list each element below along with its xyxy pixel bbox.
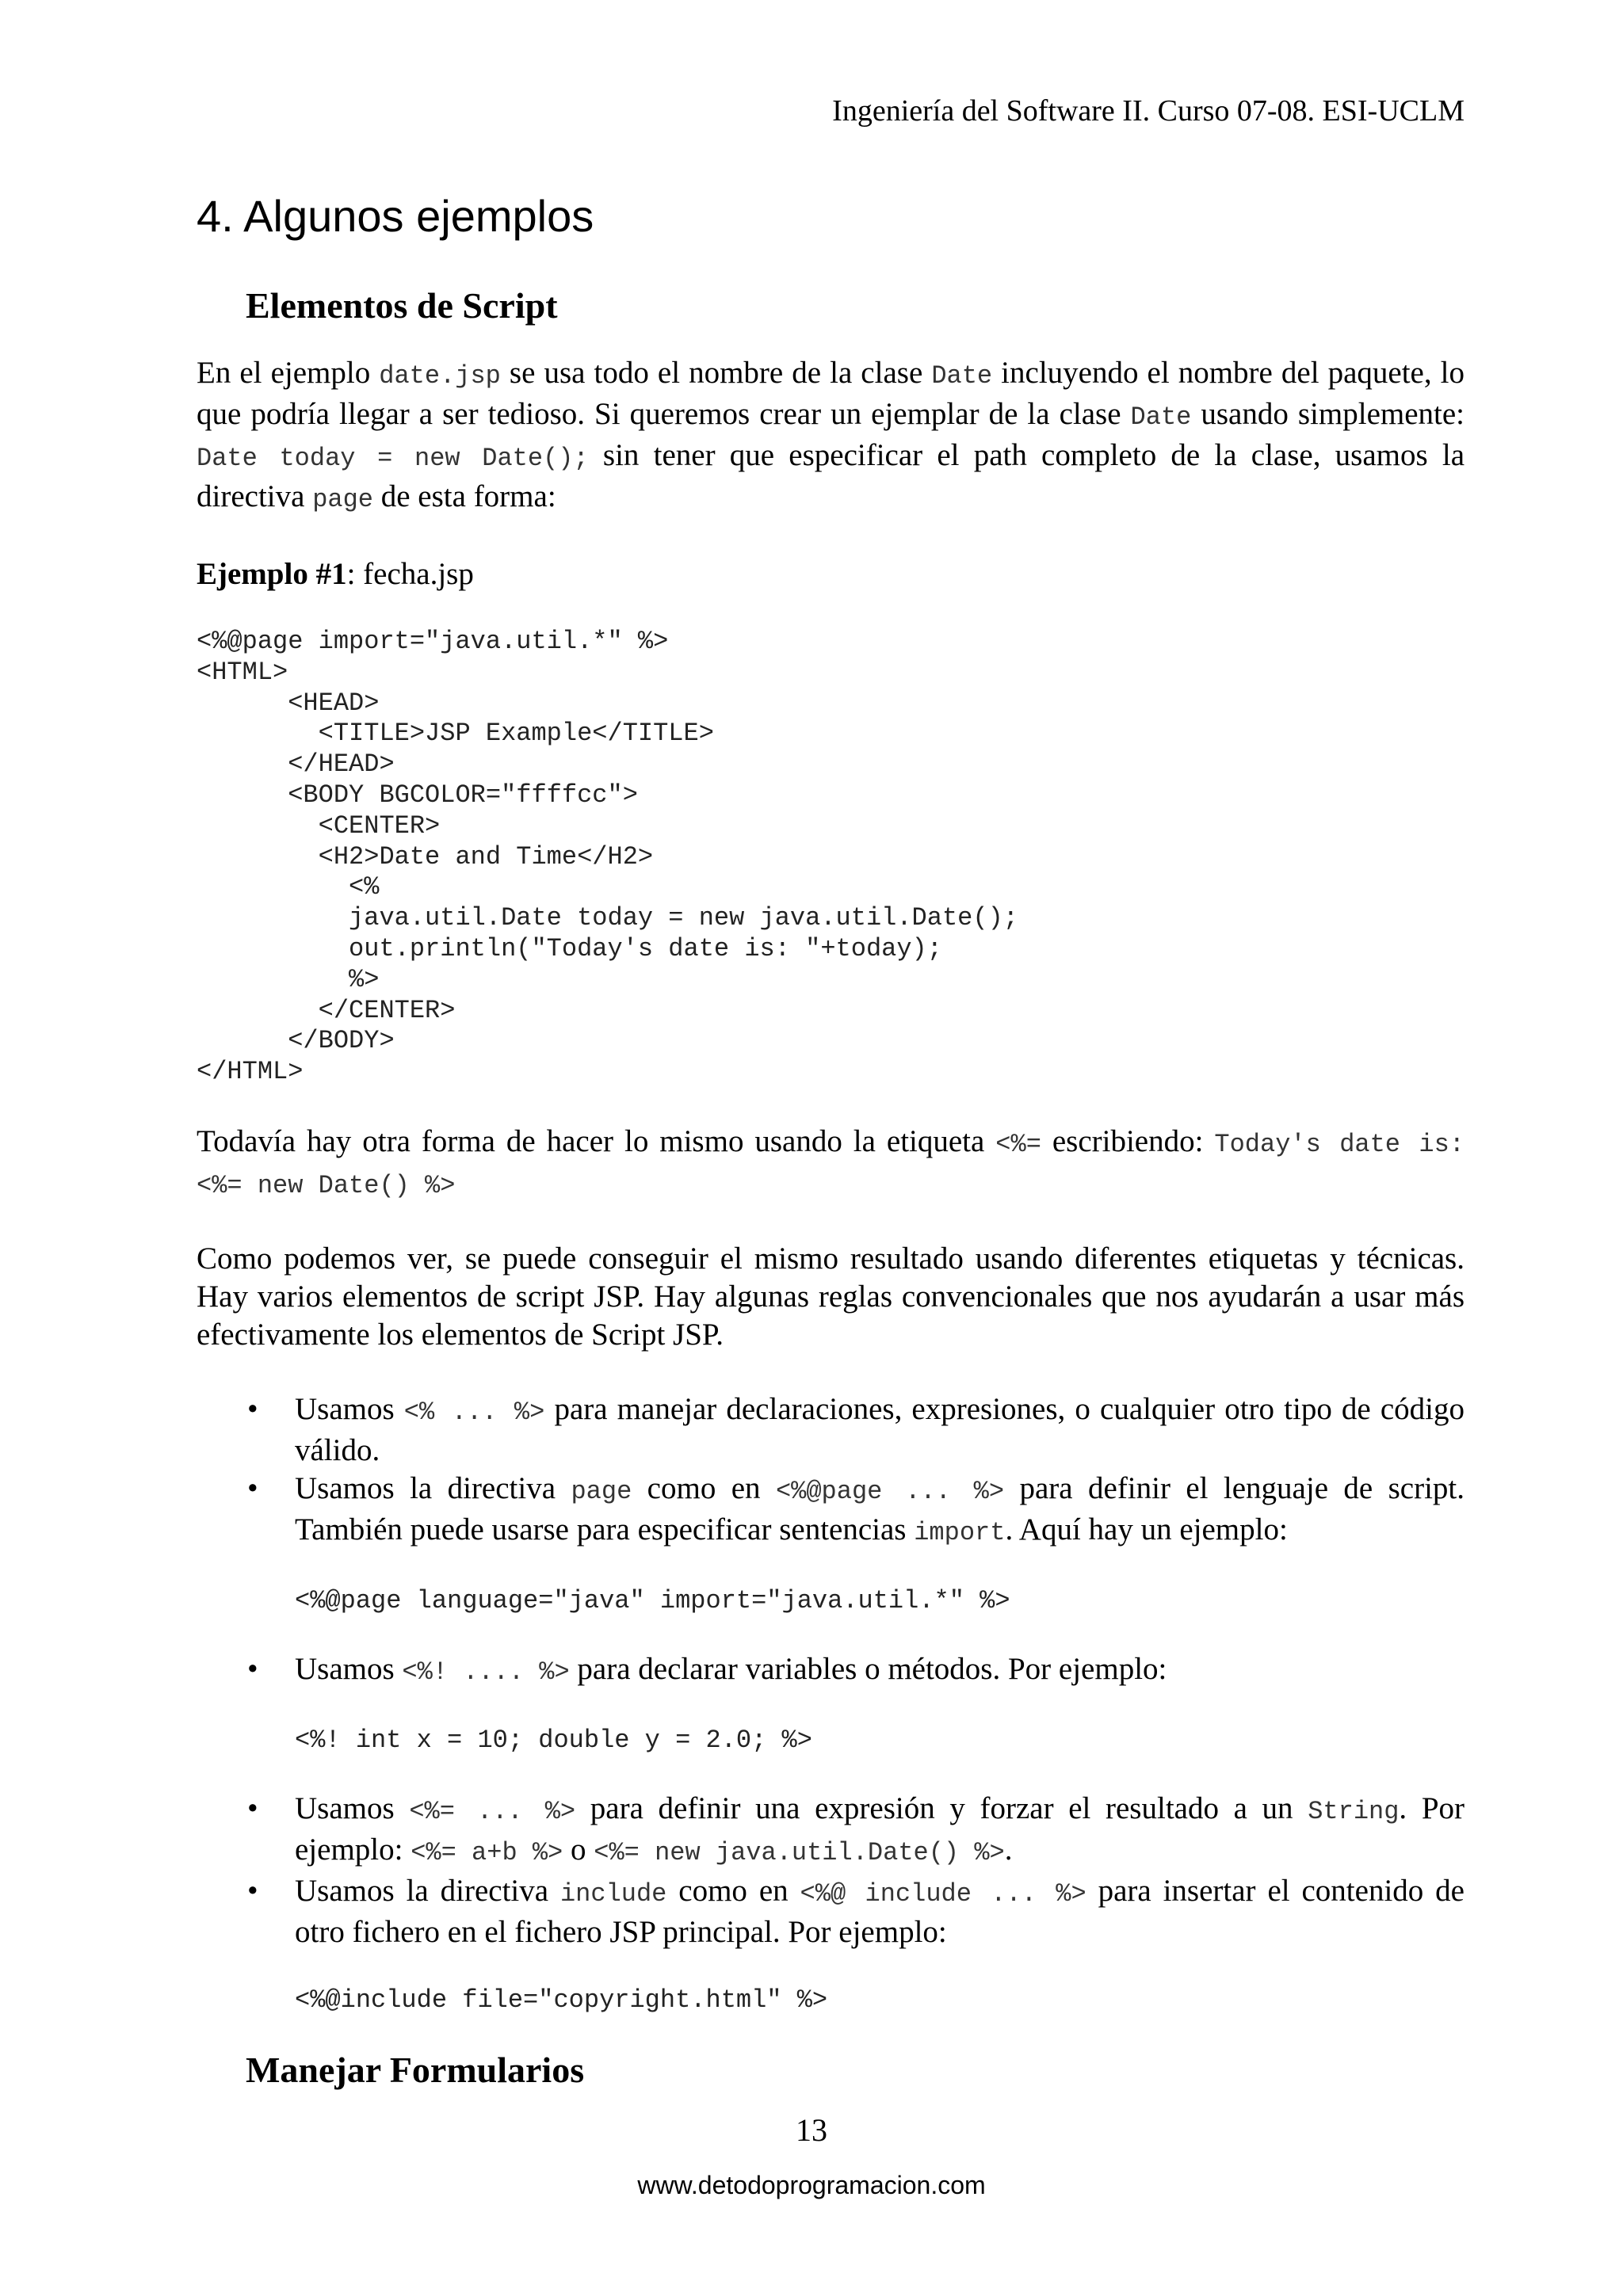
code-block-example1: <%@page import="java.util.*" %> <HTML> <HEAD> <TITLE>JSP Example</TITLE> </HEAD> <BODY BGCOLOR="ffffcc"> <CENTER> <H2>Date and Time</H2> <% java.util.Date today = new java.util.Date(); out.println("Today's date is: "+today); %> </CENTER> </BODY> </HTML> <box>197 627 1018 1087</box>
list-item <box>197 1790 1465 1872</box>
inline-code: <%= ... %> <box>409 1796 576 1826</box>
example-filename: fecha.jsp <box>363 557 474 591</box>
inline-code: <%! .... %> <box>402 1657 570 1687</box>
text-run: de esta forma: <box>373 479 556 513</box>
inline-code: page <box>571 1476 632 1506</box>
inline-code: date.jsp <box>379 361 501 391</box>
list-item <box>197 1872 1465 1951</box>
example-label: Ejemplo #1 <box>197 557 347 591</box>
inline-code: <%= <box>995 1129 1041 1159</box>
text-run: Usamos <box>295 1791 410 1825</box>
text-run: Usamos la directiva <box>295 1470 571 1505</box>
text-run: usando simplemente: <box>1191 397 1465 431</box>
text-run: Usamos <box>295 1651 403 1686</box>
code-example-declaration: <%! int x = 10; double y = 2.0; %> <box>295 1725 812 1755</box>
text-run: escribiendo: <box>1041 1123 1215 1158</box>
page-content <box>197 190 1465 2092</box>
text-run: como en <box>632 1470 776 1505</box>
script-elements-list-3 <box>197 1790 1465 1951</box>
paragraph-alt-form <box>197 1123 1465 1205</box>
footer-url: www.detodoprogramacion.com <box>637 2171 986 2199</box>
page-number: 13 <box>796 2112 827 2148</box>
inline-code: include <box>559 1878 667 1909</box>
inline-code: import <box>914 1517 1006 1547</box>
inline-code: Date today = new Date(); <box>197 444 589 473</box>
text-run: . Por ejemplo: <box>295 1791 1465 1867</box>
bullet-marker: • <box>247 1873 258 1908</box>
list-item <box>197 1470 1465 1552</box>
text-run: para declarar variables o métodos. Por ejemplo: <box>569 1651 1167 1686</box>
running-header: Ingeniería del Software II. Curso 07-08. ESI-UCLM <box>832 94 1465 128</box>
chapter-title: 4. Algunos ejemplos <box>197 191 594 241</box>
inline-code: Date <box>931 361 993 391</box>
separator: : <box>346 557 364 591</box>
section-title-script-elements: Elementos de Script <box>246 285 558 326</box>
text-run: se usa todo el nombre de la clase <box>500 356 932 390</box>
code-example-page-directive: <%@page language="java" import="java.util.*" %> <box>295 1585 1010 1615</box>
inline-code: String <box>1308 1796 1400 1826</box>
code-example-include: <%@include file="copyright.html" %> <box>295 1985 828 2015</box>
script-elements-list <box>197 1390 1465 1552</box>
text-run: Usamos <box>295 1391 404 1426</box>
text-run: sin tener que especificar el path completo de la clase, usamos la directiva <box>197 438 1465 513</box>
inline-code: <% ... %> <box>403 1397 545 1427</box>
inline-code: page <box>312 485 373 514</box>
text-run: . <box>1004 1832 1013 1867</box>
text-run: para definir el lenguaje de script. También puede usarse para especificar sentencias <box>295 1470 1465 1547</box>
inline-code: <%@page ... %> <box>775 1476 1005 1506</box>
text-run: como en <box>666 1873 800 1908</box>
text-run: para insertar el contenido de otro fichero en el fichero JSP principal. Por ejemplo: <box>295 1873 1465 1949</box>
text-run: Usamos la directiva <box>295 1873 560 1908</box>
text-run: incluyendo el nombre del paquete, lo que podría llegar a ser tedioso. Si queremos crear un ejemplar de la clase <box>197 356 1465 431</box>
bullet-marker: • <box>247 1391 258 1426</box>
bullet-marker: • <box>247 1470 258 1505</box>
section-title-forms: Manejar Formularios <box>246 2049 585 2090</box>
intro-paragraph <box>197 354 1465 519</box>
text-run: o <box>563 1832 594 1867</box>
paragraph-conventions: Como podemos ver, se puede conseguir el mismo resultado usando diferentes etiquetas y técnicas. Hay varios elementos de script JSP. Hay algunas reglas convencionales que nos ayudarán a usar más efectivamente los elementos de Script JSP. <box>197 1241 1465 1352</box>
inline-code: <%= a+b %> <box>411 1837 563 1867</box>
text-run: para manejar declaraciones, expresiones, o cualquier otro tipo de código válido. <box>295 1391 1465 1467</box>
text-run: Todavía hay otra forma de hacer lo mismo usando la etiqueta <box>197 1123 996 1158</box>
list-item <box>197 1650 1465 1691</box>
script-elements-list-2 <box>197 1650 1465 1691</box>
inline-code: Date <box>1130 402 1192 432</box>
example-heading <box>197 555 1465 593</box>
text-run: En el ejemplo <box>197 356 380 390</box>
bullet-marker: • <box>247 1791 258 1825</box>
inline-code: <%@ include ... %> <box>800 1878 1086 1909</box>
inline-code: Today's date is: <%= new Date() %> <box>197 1129 1465 1200</box>
text-run: para definir una expresión y forzar el resultado a un <box>575 1791 1308 1825</box>
text-run: . Aquí hay un ejemplo: <box>1005 1512 1288 1547</box>
inline-code: <%= new java.util.Date() %> <box>594 1837 1005 1867</box>
bullet-marker: • <box>247 1651 258 1686</box>
list-item <box>197 1390 1465 1470</box>
